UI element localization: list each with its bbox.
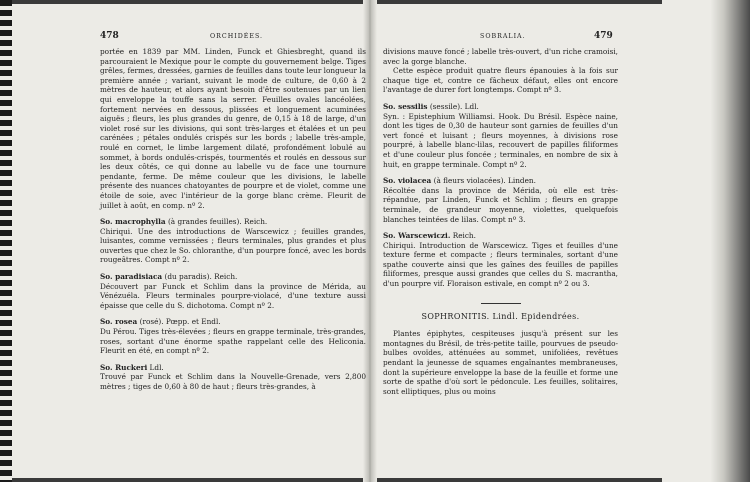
species-entry <box>383 231 618 289</box>
species-description: Découvert par Funck et Schlim dans la province de Mérida, au Vénézuéla. Fleurs terminales pourpre-violacé, d'une texture aussi épaisse que celle du S. dichotoma. Compt nº 2. <box>100 281 366 310</box>
species-description: Récoltée dans la province de Mérida, où elle est très-répandue, par Linden, Funck et Schlim ; fleurs en grappe terminale, de grandeur moyenne, violettes, quelquefois blanches teintées de lilas. Compt nº 3. <box>383 185 618 224</box>
species-entry <box>100 317 366 355</box>
species-author: (sessile). Ldl. <box>429 101 479 111</box>
species-description: Du Pérou. Tiges très-élevées ; fleurs en grappe terminale, très-grandes, roses, sortant d'une énorme spathe rappelant celle des Heliconia. Fleurit en été, en compt nº 2. <box>100 327 366 356</box>
right-page-body <box>383 47 618 396</box>
species-author: Reich. <box>452 231 476 241</box>
species-name: So. macrophylla <box>100 217 166 227</box>
species-description: Chiriqui. Introduction de Warscewicz. Tiges et feuilles d'une texture ferme et compacte ; fleurs terminales, sortant d'une spathe couverte ainsi que les gaînes des feuilles de papilles filiformes, presque aussi grandes que celles du S. macrantha, d'un pourpre vif. Floraison estivale, en compt nº 2 ou 3. <box>383 240 618 289</box>
left-page-body <box>100 47 366 392</box>
species-name: So. rosea <box>100 317 138 327</box>
species-author: (du paradis). Reich. <box>164 272 238 282</box>
species-entry <box>100 272 366 310</box>
genus-description: Plantes épiphytes, cespiteuses jusqu'à présent sur les montagnes du Brésil, de très-petite taille, pourvues de pseudo-bulbes ovoïdes, atténuées au sommet, unifoliées, revêtues pendant la jeunesse de squames engaînantes membraneuses, dont la supérieure enveloppe la base de la feuille et forme une sorte de spathe d'où sort le pédoncule. Les feuilles, solitaires, sont elliptiques, plus ou moins <box>383 329 618 396</box>
species-description: Syn. : Epistephium Williamsi. Hook. Du Brésil. Espèce naine, dont les tiges de 0,30 de hauteur sont garnies de feuilles d'un vert foncé et luisant ; fleurs moyennes, à divisions rose pourpré, à labelle blanc-lilas, recouvert de papilles filiformes et d'une couleur plus foncée ; terminales, en nombre de six à huit, en grappe terminale. Compt nº 2. <box>383 111 618 169</box>
species-author: (à fleurs violacées). Linden. <box>433 176 536 186</box>
species-entry <box>100 217 366 265</box>
paragraph: Cette espèce produit quatre fleurs épanouies à la fois sur chaque tige et, contre ce fâcheux défaut, elles ont encore l'avantage de durer fort longtemps. Compt nº 3. <box>383 66 618 95</box>
species-author: (à grandes feuilles). Reich. <box>167 217 268 227</box>
species-name: So. violacea <box>383 176 432 186</box>
species-author: Ldl. <box>149 362 164 372</box>
scan-edge-strip <box>0 0 12 482</box>
paragraph: portée en 1839 par MM. Linden, Funck et Ghiesbreght, quand ils parcouraient le Mexique pour le compte du gouvernement belge. Tiges grêles, fermes, dressées, garnies de feuilles dans toute leur longueur la première année ; variant, suivant le mode de culture, de 0,60 à 2 mètres de hauteur, et alors ayant besoin d'être soutenues par un lien qui enveloppe la touffe sans la serrer. Feuilles ovales lancéolées, fortement nervées en dessous, plissées et longuement acuminées aiguës ; fleurs, les plus grandes du genre, de 0,15 à 18 de large, d'un violet rosé sur les divisions, qui sont très-larges et étalées et un peu carénées ; pétales ondulés crispés sur les bords ; labelle très-ample, roulé en cornet, le limbe largement dilaté, profondément lobulé au sommet, à bords ondulés-crispés, tourmentés et roulés en dessous sur les deux côtés, ce qui donne au labelle vu de face une tournure pendante, ferme. De même couleur que les divisions, le labelle présente des nuances chatoyantes de pourpre et de violet, comme une étoile de soie, avec l'intérieur de la gorge blanc crème. Fleurit de juillet à août, en comp. nº 2. <box>100 47 366 210</box>
genus-heading: SOPHRONITIS. Lindl. Epidendrées. <box>421 311 580 321</box>
paragraph: divisions mauve foncé ; labelle très-ouvert, d'un riche cramoisi, avec la gorge blanche. <box>383 47 618 66</box>
species-author: (rosé). Pœpp. et Endl. <box>139 317 221 327</box>
left-page-number: 478 <box>100 31 119 41</box>
section-divider <box>481 303 521 304</box>
species-description: Chiriqui. Une des introductions de Warscewicz ; feuilles grandes, luisantes, comme vernissées ; fleurs terminales, plus grandes et plus ouvertes que chez le So. chloranthe, d'un pourpre foncé, avec les bords rougeâtres. Compt nº 2. <box>100 226 366 265</box>
right-page-title: SOBRALIA. <box>480 33 526 40</box>
left-page-title: ORCHIDÉES. <box>210 33 264 40</box>
species-description: Trouvé par Funck et Schlim dans la Nouvelle-Grenade, vers 2,800 mètres ; tiges de 0,60 à 80 de haut ; fleurs très-grandes, à <box>100 372 366 391</box>
right-page-number: 479 <box>594 31 613 41</box>
species-name: So. sessilis <box>383 101 428 111</box>
species-name: So. Ruckeri <box>100 362 148 372</box>
species-entry <box>383 176 618 224</box>
page-edge-shadow <box>662 0 750 482</box>
species-name: So. paradisiaca <box>100 272 163 282</box>
species-name: So. Warscewiczi. <box>383 231 451 241</box>
species-entry <box>383 102 618 169</box>
species-entry <box>100 363 366 392</box>
